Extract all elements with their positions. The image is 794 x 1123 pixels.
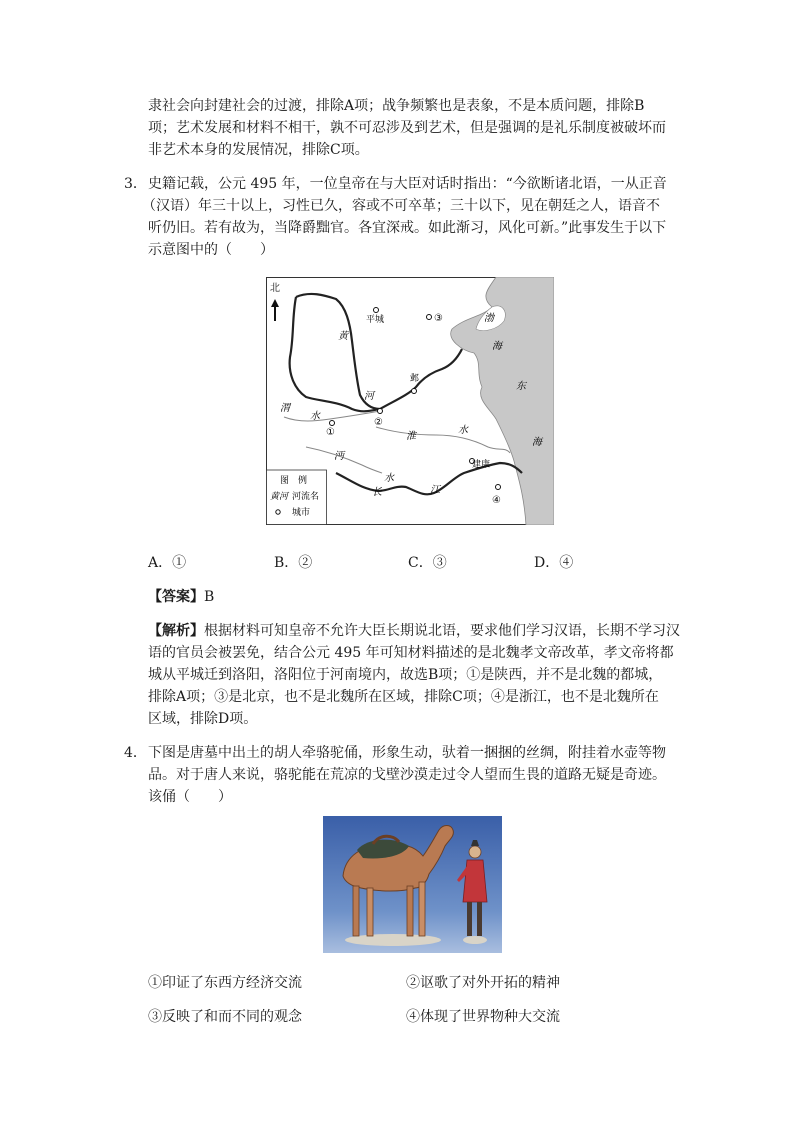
map-svg bbox=[266, 277, 554, 525]
map-label-1: ① bbox=[326, 427, 335, 438]
question-stem-line: 品。对于唐人来说，骆驼能在荒凉的戈壁沙漠走过令人望而生畏的道路无疑是奇迹。 bbox=[148, 767, 666, 783]
camel-leg bbox=[353, 886, 359, 936]
map-label-dong: 东 bbox=[516, 381, 526, 392]
option-a[interactable]: A．① bbox=[148, 555, 187, 571]
analysis-label: 【解析】 bbox=[148, 623, 204, 639]
statement-item: ④体现了世界物种大交流 bbox=[406, 1009, 560, 1025]
map-label-jiankang: 建康 bbox=[472, 460, 491, 470]
city-marker-2 bbox=[378, 409, 383, 414]
city-marker-3 bbox=[427, 315, 432, 320]
figure-head bbox=[469, 846, 481, 858]
question-stem-line: 该俑（ ） bbox=[148, 789, 232, 805]
map-label-shui3: 水 bbox=[384, 473, 394, 484]
option-b[interactable]: B．② bbox=[274, 555, 313, 571]
option-c[interactable]: C．③ bbox=[408, 555, 447, 571]
answer-row bbox=[148, 587, 214, 607]
map-label-shui2: 水 bbox=[458, 425, 468, 436]
camel-leg bbox=[419, 882, 425, 936]
legend-title: 图 例 bbox=[280, 476, 308, 486]
north-label: 北 bbox=[270, 283, 280, 294]
analysis-line: 根据材料可知皇帝不允许大臣长期说北语，要求他们学习汉语，长期不学习汉 bbox=[204, 623, 680, 639]
statement-item: ③反映了和而不同的观念 bbox=[148, 1009, 302, 1025]
camel-figurine-photo bbox=[323, 816, 502, 953]
question-stem-line: 示意图中的（ ） bbox=[148, 242, 274, 258]
figure-leg bbox=[477, 902, 482, 936]
map-label-jiang: 江 bbox=[430, 485, 440, 496]
map-label-hai2: 海 bbox=[532, 437, 542, 448]
analysis-row bbox=[148, 621, 680, 641]
map-figure bbox=[266, 277, 554, 525]
map-label-2: ② bbox=[374, 417, 383, 428]
map-label-4: ④ bbox=[492, 495, 501, 506]
question-number: 4． bbox=[124, 745, 147, 761]
answer-label: 【答案】 bbox=[148, 589, 204, 605]
legend-city-text: 城市 bbox=[292, 508, 311, 518]
map-label-he: 河 bbox=[364, 391, 374, 402]
legend-river-sample: 黄河 bbox=[270, 492, 289, 502]
camel-leg bbox=[407, 886, 413, 936]
city-marker-4 bbox=[496, 485, 501, 490]
city-marker-ye bbox=[412, 389, 417, 394]
question-stem-line: 史籍记载，公元 495 年，一位皇帝在与大臣对话时指出：“今欲断诸北语，一从正音 bbox=[148, 176, 667, 192]
map-label-ye: 邺 bbox=[410, 374, 420, 384]
map-label-huang: 黄 bbox=[338, 331, 348, 342]
map-label-chang: 长 bbox=[372, 487, 382, 498]
legend-city-icon bbox=[276, 510, 280, 514]
legend-river-text: 河流名 bbox=[292, 492, 320, 502]
city-marker-1 bbox=[330, 421, 335, 426]
statement-item: ②讴歌了对外开拓的精神 bbox=[406, 975, 560, 991]
analysis-line: 排除A项；③是北京，也不是北魏所在区域，排除C项；④是浙江，也不是北魏所在 bbox=[148, 689, 659, 705]
city-marker-pingcheng bbox=[374, 308, 379, 313]
question-stem-line: （汉语）年三十以上，习性已久，容或不可卒革；三十以下，见在朝廷之人，语音不 bbox=[142, 198, 660, 214]
explanation-line: 项；艺术发展和材料不相干，孰不可忍涉及到艺术，但是强调的是礼乐制度被破坏而 bbox=[148, 120, 666, 136]
map-label-huai: 淮 bbox=[406, 431, 416, 442]
analysis-line: 语的官员会被罢免，结合公元 495 年可知材料描述的是北魏孝文帝改革，孝文帝将都 bbox=[148, 645, 674, 661]
question-stem-line: 下图是唐墓中出土的胡人牵骆驼俑，形象生动，驮着一捆捆的丝绸，附挂着水壶等物 bbox=[148, 745, 666, 761]
figure-leg bbox=[467, 902, 472, 936]
map-label-bo: 渤 bbox=[484, 313, 494, 324]
map-label-hai1: 海 bbox=[492, 341, 502, 352]
question-stem-line: 听仍旧。若有故为，当降爵黜官。各宜深戒。如此渐习，风化可新。”此事发生于以下 bbox=[148, 220, 667, 236]
statement-item: ①印证了东西方经济交流 bbox=[148, 975, 302, 991]
figure-robe bbox=[463, 860, 487, 902]
analysis-line: 城从平城迁到洛阳，洛阳位于河南境内，故选B项；①是陕西，并不是北魏的都城， bbox=[148, 667, 663, 683]
question-number: 3． bbox=[124, 176, 147, 192]
explanation-line: 隶社会向封建社会的过渡，排除A项；战争频繁也是表象，不是本质问题，排除B bbox=[148, 98, 645, 114]
option-d[interactable]: D．④ bbox=[534, 555, 574, 571]
figure-base bbox=[463, 936, 487, 944]
map-label-mian: 沔 bbox=[334, 451, 344, 462]
analysis-line: 区域，排除D项。 bbox=[148, 711, 258, 727]
map-label-3: ③ bbox=[434, 313, 443, 324]
photo-svg bbox=[323, 816, 502, 953]
camel-leg bbox=[367, 888, 373, 936]
answer-value: B bbox=[204, 589, 215, 605]
map-label-pingcheng: 平城 bbox=[366, 315, 385, 325]
map-label-shui1: 水 bbox=[310, 411, 320, 422]
map-label-wei: 渭 bbox=[280, 403, 290, 414]
explanation-line: 非艺术本身的发展情况，排除C项。 bbox=[148, 142, 369, 158]
